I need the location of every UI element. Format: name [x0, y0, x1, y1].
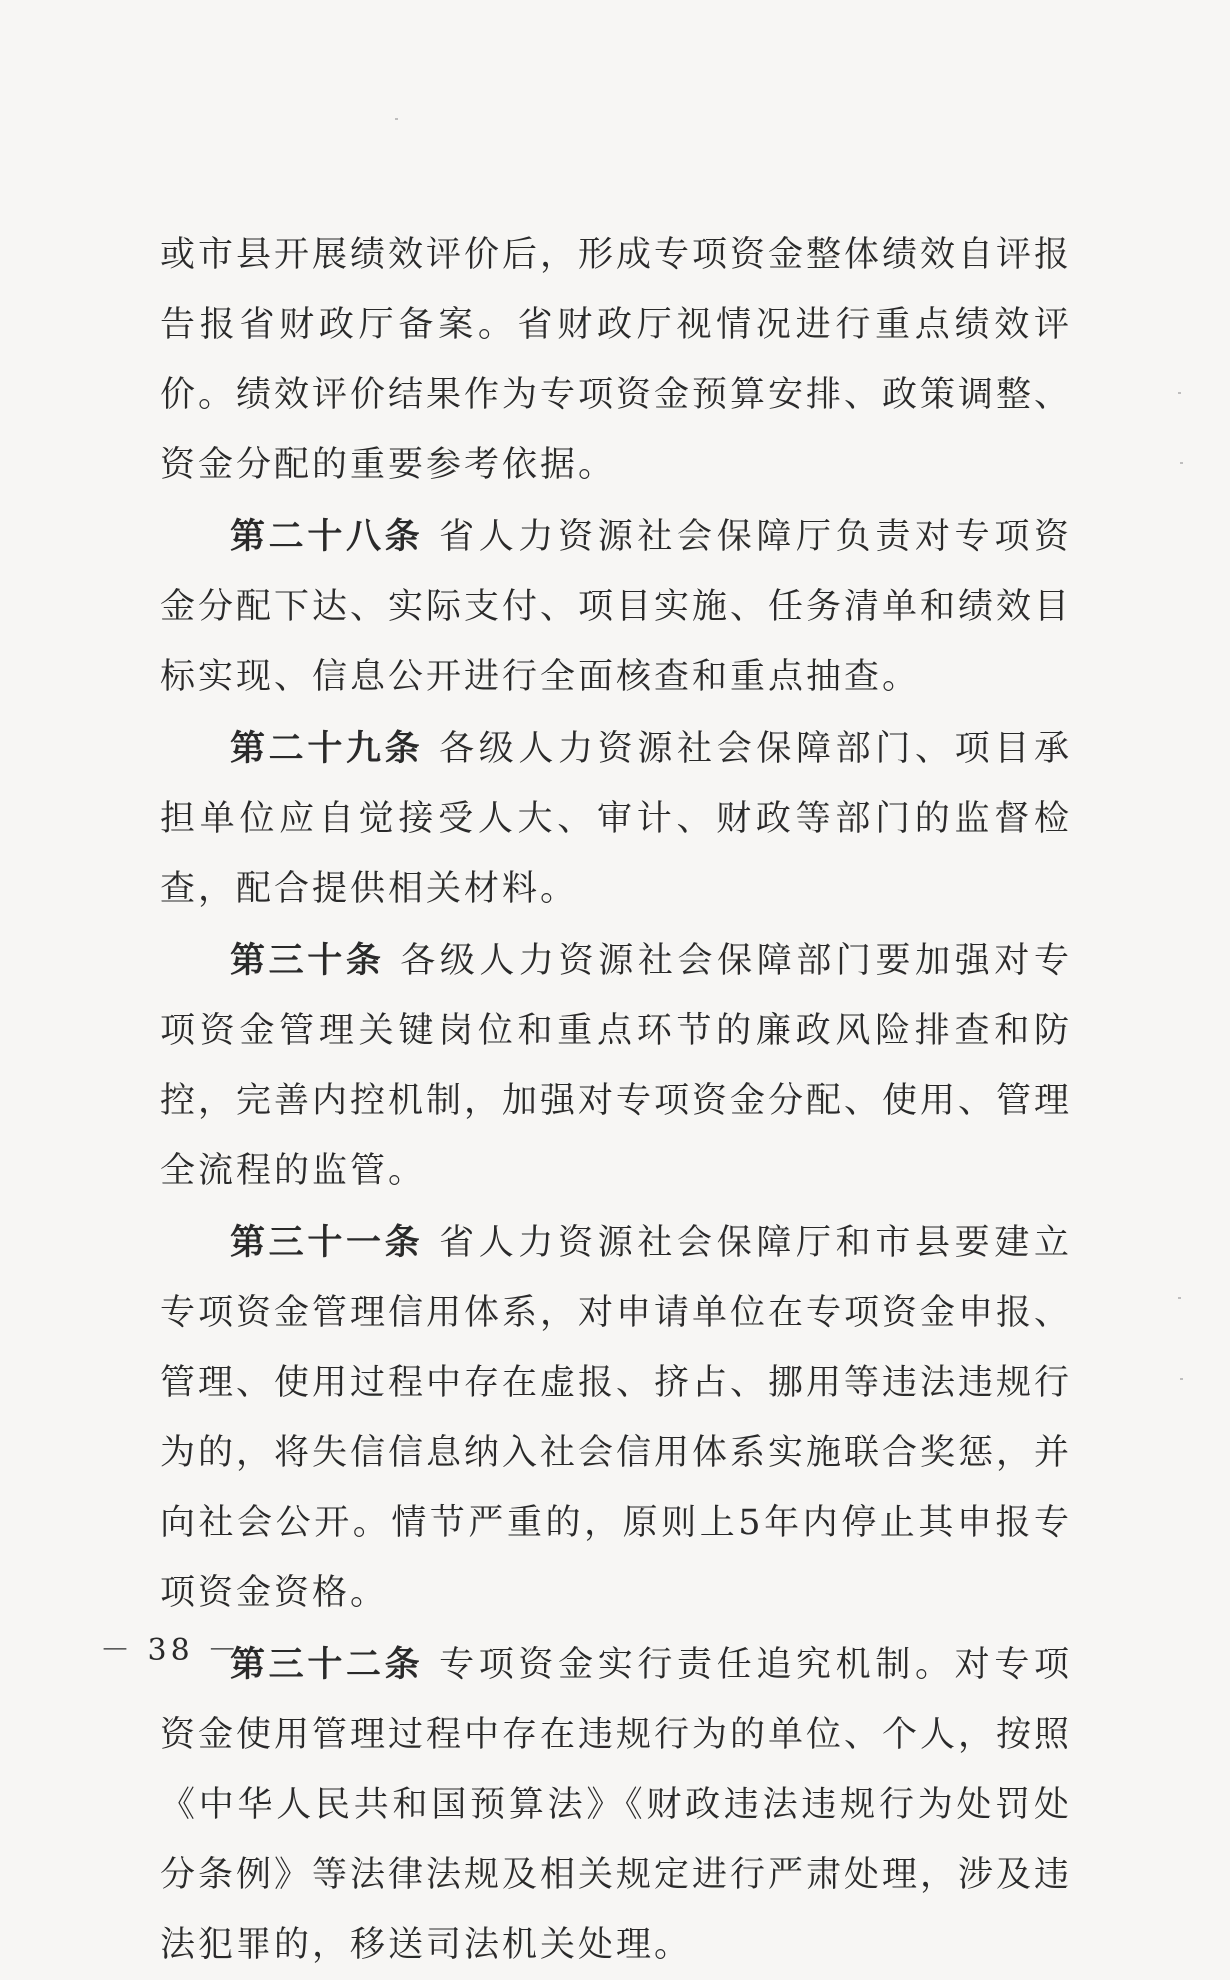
article-29	[160, 714, 1072, 924]
document-body	[160, 220, 1072, 1980]
article-30	[160, 926, 1072, 1206]
scan-speck	[395, 118, 398, 120]
scan-speck	[1178, 392, 1181, 394]
article-text: 各级人力资源社会保障部门要加强对专项资金管理关键岗位和重点环节的廉政风险排查和防控，完善内控机制，加强对专项资金分配、使用、管理全流程的监管。	[160, 941, 1073, 1191]
scan-speck	[1180, 1378, 1183, 1380]
article-31	[160, 1208, 1072, 1628]
scan-speck	[1178, 1297, 1181, 1299]
page-number: － 38 －	[100, 1633, 242, 1668]
article-text: 省人力资源社会保障厅和市县要建立专项资金管理信用体系，对申请单位在专项资金申报、管理、使用过程中存在虚报、挤占、挪用等违法违规行为的，将失信信息纳入社会信用体系实施联合奖惩，并向社会公开。情节严重的，原则上5年内停止其申报专项资金资格。	[160, 1223, 1073, 1613]
article-heading: 第二十九条	[230, 729, 424, 769]
article-text: 各级人力资源社会保障部门、项目承担单位应自觉接受人大、审计、财政等部门的监督检查，配合提供相关材料。	[160, 729, 1072, 909]
scan-speck	[1180, 462, 1183, 464]
article-text: 省人力资源社会保障厅负责对专项资金分配下达、实际支付、项目实施、任务清单和绩效目标实现、信息公开进行全面核查和重点抽查。	[160, 517, 1073, 697]
article-heading: 第二十八条	[230, 517, 424, 557]
article-heading: 第三十条	[230, 941, 385, 981]
article-28	[160, 502, 1072, 712]
article-heading: 第三十一条	[230, 1223, 424, 1263]
article-heading: 第三十二条	[230, 1645, 424, 1685]
paragraph-text: 或市县开展绩效评价后，形成专项资金整体绩效自评报告报省财政厅备案。省财政厅视情况进行重点绩效评价。绩效评价结果作为专项资金预算安排、政策调整、资金分配的重要参考依据。	[160, 235, 1073, 485]
paragraph-continuation	[160, 220, 1072, 500]
article-text: 专项资金实行责任追究机制。对专项资金使用管理过程中存在违规行为的单位、个人，按照《中华人民共和国预算法》《财政违法违规行为处罚处分条例》等法律法规及相关规定进行严肃处理，涉及违法犯罪的，移送司法机关处理。	[160, 1645, 1073, 1965]
article-32	[160, 1630, 1072, 1980]
